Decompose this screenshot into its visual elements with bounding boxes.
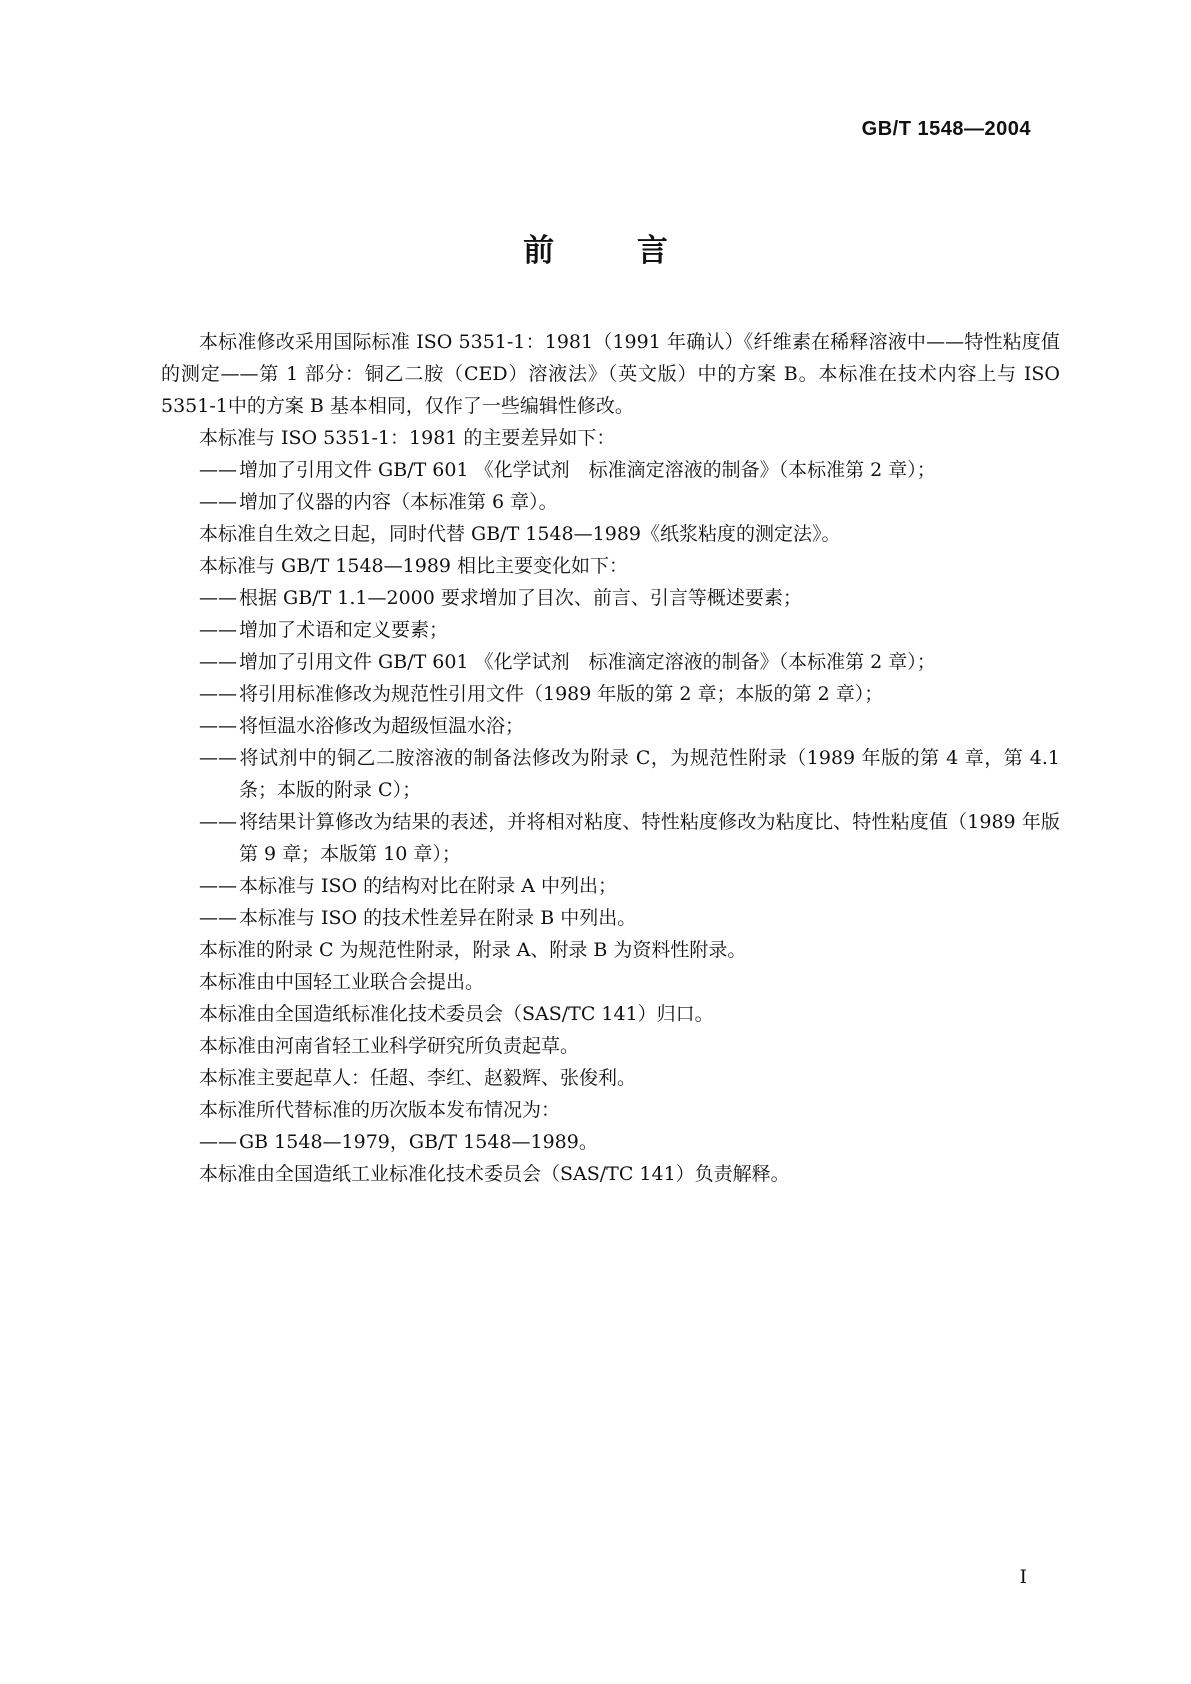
foreword-body bbox=[161, 326, 1060, 1190]
paragraph: 本标准由全国造纸工业标准化技术委员会（SAS/TC 141）负责解释。 bbox=[199, 1163, 790, 1185]
dash-mark: —— bbox=[199, 907, 237, 929]
paragraph: 本标准所代替标准的历次版本发布情况为： bbox=[199, 1099, 561, 1121]
page-title: 前 言 bbox=[523, 233, 704, 269]
list-item bbox=[161, 454, 1060, 486]
dash-mark: —— bbox=[199, 651, 237, 673]
dash-mark: —— bbox=[199, 1131, 237, 1153]
paragraph: 本标准自生效之日起，同时代替 GB/T 1548—1989《纸浆粘度的测定法》。 bbox=[199, 523, 841, 545]
list-item-text: GB 1548—1979，GB/T 1548—1989。 bbox=[239, 1131, 598, 1153]
paragraph: 本标准与 ISO 5351-1：1981 的主要差异如下： bbox=[199, 427, 616, 449]
dash-mark: —— bbox=[199, 491, 237, 513]
dash-mark: —— bbox=[199, 587, 237, 609]
list-item-text: 将引用标准修改为规范性引用文件（1989 年版的第 2 章；本版的第 2 章）； bbox=[239, 683, 884, 705]
dash-mark: —— bbox=[199, 875, 237, 897]
list-item-text: 本标准与 ISO 的技术性差异在附录 B 中列出。 bbox=[239, 907, 637, 929]
list-item bbox=[161, 1126, 1060, 1158]
dash-mark: —— bbox=[199, 619, 237, 641]
dash-mark: —— bbox=[199, 811, 237, 833]
dash-mark: —— bbox=[199, 747, 237, 769]
list-item bbox=[161, 806, 1060, 870]
dash-mark: —— bbox=[199, 683, 237, 705]
list-item bbox=[161, 582, 1060, 614]
paragraph: 本标准修改采用国际标准 ISO 5351-1：1981（1991 年确认）《纤维素在稀释溶液中——特性粘度值的测定——第 1 部分：铜乙二胺（CED）溶液法》（英文版）中的方案 B。本标准在技术内容上与 ISO 5351-1中的方案 B 基本相同，仅作了一些编辑性修改。 bbox=[161, 331, 1060, 417]
list-item bbox=[161, 870, 1060, 902]
list-item-text: 增加了仪器的内容（本标准第 6 章）。 bbox=[239, 491, 558, 513]
paragraph: 本标准由中国轻工业联合会提出。 bbox=[199, 971, 485, 993]
paragraph: 本标准与 GB/T 1548—1989 相比主要变化如下： bbox=[199, 555, 629, 577]
standard-code: GB/T 1548—2004 bbox=[861, 118, 1031, 140]
paragraph: 本标准由河南省轻工业科学研究所负责起草。 bbox=[199, 1035, 580, 1057]
list-item-text: 将恒温水浴修改为超级恒温水浴； bbox=[239, 715, 525, 737]
list-item bbox=[161, 646, 1060, 678]
list-item-text: 将结果计算修改为结果的表述，并将相对粘度、特性粘度修改为粘度比、特性粘度值（1989 年版第 9 章；本版第 10 章）； bbox=[239, 811, 1060, 865]
list-item bbox=[161, 902, 1060, 934]
dash-mark: —— bbox=[199, 715, 237, 737]
list-item-text: 根据 GB/T 1.1—2000 要求增加了目次、前言、引言等概述要素； bbox=[239, 587, 802, 609]
list-item-text: 将试剂中的铜乙二胺溶液的制备法修改为附录 C，为规范性附录（1989 年版的第 4 章，第 4.1 条；本版的附录 C）； bbox=[239, 747, 1060, 801]
list-item bbox=[161, 486, 1060, 518]
list-item bbox=[161, 710, 1060, 742]
list-item-text: 增加了引用文件 GB/T 601 《化学试剂 标准滴定溶液的制备》（本标准第 2 章）； bbox=[239, 459, 936, 481]
paragraph: 本标准的附录 C 为规范性附录，附录 A、附录 B 为资料性附录。 bbox=[199, 939, 747, 961]
list-item bbox=[161, 614, 1060, 646]
list-item-text: 本标准与 ISO 的结构对比在附录 A 中列出； bbox=[239, 875, 617, 897]
dash-mark: —— bbox=[199, 459, 237, 481]
list-item-text: 增加了术语和定义要素； bbox=[239, 619, 449, 641]
page-number: I bbox=[1019, 1566, 1027, 1588]
paragraph: 本标准由全国造纸标准化技术委员会（SAS/TC 141）归口。 bbox=[199, 1003, 714, 1025]
list-item bbox=[161, 678, 1060, 710]
list-item-text: 增加了引用文件 GB/T 601 《化学试剂 标准滴定溶液的制备》（本标准第 2 章）； bbox=[239, 651, 936, 673]
paragraph: 本标准主要起草人：任超、李红、赵毅辉、张俊利。 bbox=[199, 1067, 637, 1089]
list-item bbox=[161, 742, 1060, 806]
